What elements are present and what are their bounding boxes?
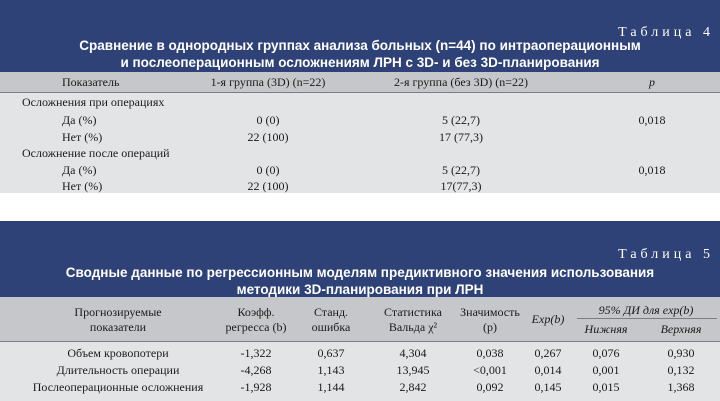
col-header-group1: 1-я группа (3D) (n=22) [210, 75, 326, 89]
table-4-header [0, 0, 720, 72]
table-4 [0, 0, 720, 193]
col-header-se: ошибка [311, 320, 351, 334]
cell-group2: 5 (22,7) [442, 113, 480, 127]
cell-group2: 5 (22,7) [442, 163, 480, 177]
table-4-title: Сравнение в однородных группах анализа больных (n=44) по интраоперационным и послеоперационным осложнениям ЛРН с 3D- и без 3D-планирования [79, 38, 641, 70]
table-5-title: Сводные данные по регрессионным моделям предиктивного значения использования методики 3D-планирования при ЛРН [65, 265, 655, 297]
col-header-predicted: показатели [89, 320, 147, 334]
cell-wald: 13,945 [396, 363, 430, 377]
row-label: Послеоперационные осложнения [32, 380, 204, 394]
col-header-coef: регресса (b) [225, 320, 287, 334]
cell-group2: 17(77,3) [440, 179, 482, 193]
cell-significance: 0,092 [476, 380, 504, 394]
cell-expb: 0,145 [534, 380, 562, 394]
col-header-significance: Значимость [460, 305, 520, 319]
row-label: Длительность операции [56, 363, 180, 377]
col-header-wald: Вальда χ² [388, 320, 438, 334]
col-header-p: p [649, 75, 655, 89]
row-label: Нет (%) [62, 179, 103, 193]
col-header-ci-high: Верхняя [660, 322, 702, 336]
cell-coef: -1,322 [240, 346, 272, 360]
table-5-number: Таблица 5 [618, 247, 714, 262]
col-header-significance: (p) [483, 320, 497, 334]
table-5 [0, 221, 720, 401]
cell-group1: 22 (100) [247, 130, 289, 144]
cell-expb: 0,267 [534, 346, 562, 360]
section-label: Осложнения при операциях [22, 95, 165, 109]
col-header-ci-low: Нижняя [584, 322, 628, 336]
cell-se: 1,144 [317, 380, 345, 394]
cell-p: 0,018 [638, 113, 666, 127]
col-header-coef: Коэфф. [237, 305, 275, 319]
cell-group1: 0 (0) [256, 113, 280, 127]
cell-wald: 4,304 [399, 346, 427, 360]
row-label: Нет (%) [62, 130, 103, 144]
section-label: Осложнение после операций [22, 146, 170, 160]
ci-divider [577, 318, 717, 319]
cell-expb: 0,014 [534, 363, 562, 377]
cell-ci-low: 0,076 [592, 346, 620, 360]
cell-se: 0,637 [317, 346, 345, 360]
cell-group1: 22 (100) [247, 179, 289, 193]
table-5-header [0, 221, 720, 297]
cell-coef: -1,928 [240, 380, 272, 394]
cell-se: 1,143 [317, 363, 345, 377]
col-header-se: Станд. [313, 305, 349, 319]
col-header-group2: 2-я группа (без 3D) (n=22) [393, 75, 529, 89]
cell-wald: 2,842 [399, 380, 427, 394]
cell-coef: -4,268 [240, 363, 272, 377]
cell-ci-low: 0,001 [592, 363, 620, 377]
row-label: Да (%) [62, 163, 97, 177]
cell-p: 0,018 [638, 163, 666, 177]
col-header-wald: Статистика [384, 305, 442, 319]
col-header-indicator: Показатель [62, 75, 120, 89]
col-header-predicted: Прогнозируемые [74, 305, 162, 319]
divider [0, 92, 720, 93]
row-label: Объем кровопотери [67, 346, 169, 360]
cell-significance: 0,038 [476, 346, 504, 360]
row-label: Да (%) [62, 113, 97, 127]
cell-ci-high: 0,132 [667, 363, 695, 377]
col-header-expb: Exp(b) [531, 312, 565, 326]
table-4-number: Таблица 4 [618, 25, 714, 40]
cell-group2: 17 (77,3) [439, 130, 483, 144]
cell-ci-high: 1,368 [667, 380, 695, 394]
col-header-ci: 95% ДИ для exp(b) [598, 303, 694, 317]
cell-significance: <0,001 [473, 363, 507, 377]
cell-group1: 0 (0) [256, 163, 280, 177]
divider [0, 341, 720, 342]
cell-ci-high: 0,930 [667, 346, 695, 360]
cell-ci-low: 0,015 [592, 380, 620, 394]
